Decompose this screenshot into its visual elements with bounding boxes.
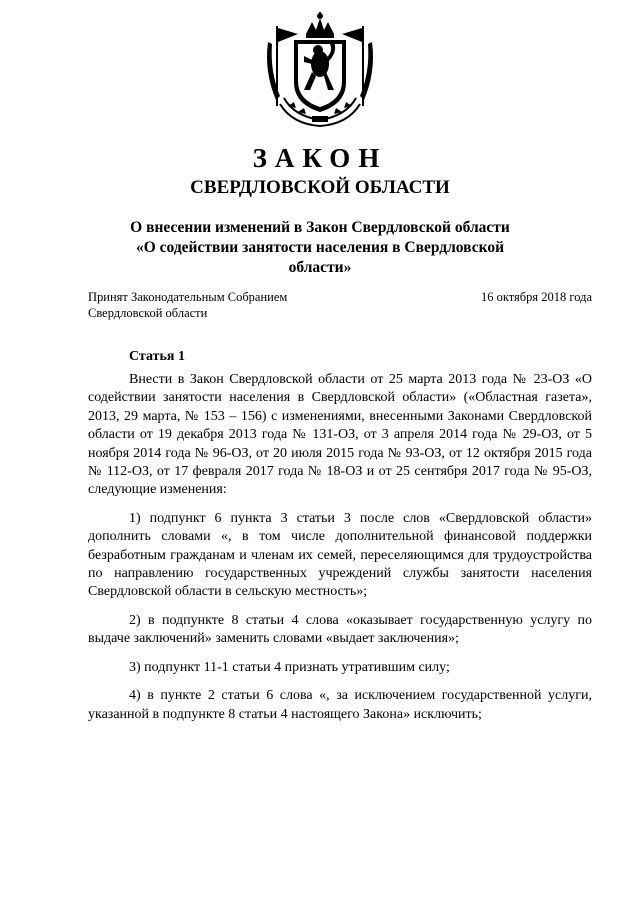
coat-of-arms-icon xyxy=(254,12,386,130)
law-subject: О внесении изменений в Закон Свердловской области «О содействии занятости населения в Свердловской области» xyxy=(130,219,510,276)
adopted-by xyxy=(88,289,348,321)
article-item: 2) в подпункте 8 статьи 4 слова «оказывает государственную услугу по выдаче заключений» заменить словами «выдает заключения»; xyxy=(88,612,592,647)
adoption-date: 16 октября 2018 года xyxy=(480,290,592,304)
article-title: Статья 1 xyxy=(129,349,185,364)
article-intro: Внести в Закон Свердловской области от 25 марта 2013 года № 23-ОЗ «О содействии занятости населения в Свердловской области» («Областная газета», 2013, 29 марта, № 153 – 156) с изменениями, внесенными Законами Свердловской области от 19 декабря 2013 года № 131-ОЗ, от 3 апреля 2014 года № 29-ОЗ, от 5 ноября 2014 года № 96-ОЗ, от 20 июля 2015 года № 93-ОЗ, от 12 октября 2015 года № 112-ОЗ, от 17 февраля 2017 года № 18-ОЗ и от 25 сентября 2017 года № 95-ОЗ, следующие изменения: xyxy=(88,372,592,498)
article-item: 3) подпункт 11-1 статьи 4 признать утратившим силу; xyxy=(129,659,450,675)
region-title: СВЕРДЛОВСКОЙ ОБЛАСТИ xyxy=(190,177,450,198)
adopted-by-line2: Свердловской области xyxy=(88,306,208,320)
article-item: 4) в пункте 2 статьи 6 слова «, за исключением государственной услуги, указанной в подпункте 8 статьи 4 настоящего Закона» исключить; xyxy=(88,688,592,722)
law-title: ЗАКОН xyxy=(252,143,388,173)
adopted-by-line1: Принят Законодательным Собранием xyxy=(88,290,288,304)
article-item: 1) подпункт 6 пункта 3 статьи 3 после слов «Свердловской области» дополнить словами «, в том числе дополнительной финансовой поддержки безработным гражданам и членам их семей, переселяющимся для трудоустройства по направлению государственных учреждений службы занятости населения Свердловской области в сельскую местность»; xyxy=(88,510,592,600)
article-body xyxy=(88,371,592,734)
